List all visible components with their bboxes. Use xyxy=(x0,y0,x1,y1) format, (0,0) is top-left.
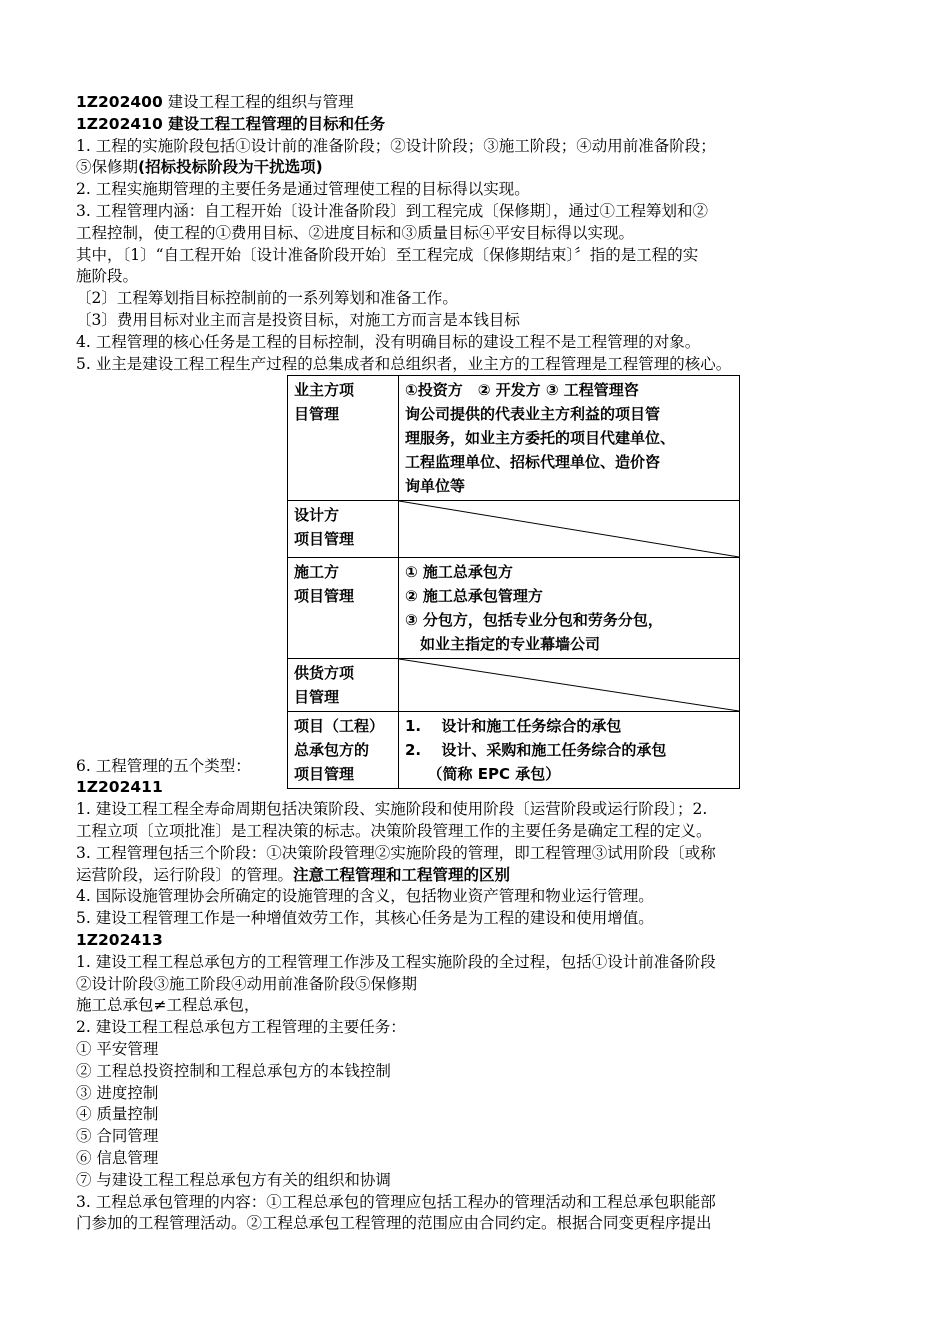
project-types-block xyxy=(76,375,876,784)
party-name-cell: 设计方 项目管理 xyxy=(288,501,399,558)
section-heading: 1Z202410 建设工程工程管理的目标和任务 xyxy=(76,114,386,133)
document-page xyxy=(76,92,876,1235)
chapter-code: 1Z202400 xyxy=(76,93,163,111)
table-row xyxy=(288,501,740,558)
diagonal-line xyxy=(399,659,739,711)
empty-diagonal-cell xyxy=(399,659,740,712)
party-desc-cell: ①投资方 ② 开发方 ③ 工程管理咨 询公司提供的代表业主方利益的项目管 理服务，如业主方委托的项目代建单位、 工程监理单位、招标代理单位、造价咨 询单位等 xyxy=(399,376,740,501)
paragraph-line: 其中，〔1〕“自工程开始〔设计准备阶段开始〕至工程完成〔保修期结束〕〞指的是工程的实 xyxy=(76,245,699,264)
paragraph-line: 1. 建设工程工程全寿命周期包括决策阶段、实施阶段和使用阶段〔运营阶段或运行阶段〕；2. xyxy=(76,800,708,819)
paragraph-line: 3. 工程总承包管理的内容：①工程总承包的管理应包括工程办的管理活动和工程总承包职能部 xyxy=(76,1192,716,1211)
chapter-heading xyxy=(76,92,876,114)
paragraph-line: 5. 建设工程管理工作是一种增值效劳工作，其核心任务是为工程的建设和使用增值。 xyxy=(76,909,654,928)
paragraph-line: ②设计阶段③施工阶段④动用前准备阶段⑤保修期 xyxy=(76,974,418,993)
chapter-title: 建设工程工程的组织与管理 xyxy=(162,93,354,111)
party-name-cell: 项目（工程） 总承包方的 项目管理 xyxy=(288,712,399,789)
table-row xyxy=(288,659,740,712)
table-caption: 6. 工程管理的五个类型： xyxy=(76,756,251,775)
paragraph-line: 施工总承包≠工程总承包， xyxy=(76,996,260,1015)
paragraph-line: 工程立项〔立项批准〕是工程决策的标志。决策阶段管理工作的主要任务是确定工程的定义。 xyxy=(76,821,712,840)
task-item: ⑥ 信息管理 xyxy=(76,1148,159,1167)
task-item: ② 工程总投资控制和工程总承包方的本钱控制 xyxy=(76,1061,391,1080)
bold-note: (招标投标阶段为干扰选项) xyxy=(138,158,323,177)
party-desc-cell: 1. 设计和施工任务综合的承包 2. 设计、采购和施工任务综合的承包 （简称 EPC 承包） xyxy=(399,712,740,789)
diagonal-line xyxy=(399,501,739,557)
section-code: 1Z202411 xyxy=(76,778,163,797)
task-item: ① 平安管理 xyxy=(76,1039,159,1058)
task-item: ③ 进度控制 xyxy=(76,1083,159,1102)
table-row xyxy=(288,376,740,501)
task-item: ④ 质量控制 xyxy=(76,1105,159,1124)
paragraph-line: 1. 工程的实施阶段包括①设计前的准备阶段；②设计阶段；③施工阶段；④动用前准备阶段； xyxy=(76,136,716,155)
paragraph-line: 2. 建设工程工程总承包方工程管理的主要任务： xyxy=(76,1018,406,1037)
table-row xyxy=(288,712,740,789)
empty-diagonal-cell xyxy=(399,501,740,558)
text-span: ⑤保修期 xyxy=(76,158,139,177)
paragraph-line: 〔3〕费用目标对业主而言是投资目标，对施工方而言是本钱目标 xyxy=(76,310,520,329)
paragraph-line: 工程控制，使工程的①费用目标、②进度目标和③质量目标④平安目标得以实现。 xyxy=(76,223,635,242)
paragraph-line: 〔2〕工程筹划指目标控制前的一系列筹划和准备工作。 xyxy=(76,289,458,308)
bold-note: 注意工程管理和工程管理的区别 xyxy=(293,865,511,884)
paragraph-line: 5. 业主是建设工程工程生产过程的总集成者和总组织者，业主方的工程管理是工程管理的核心。 xyxy=(76,354,732,373)
paragraph-line: 3. 工程管理内涵：自工程开始〔设计准备阶段〕到工程完成〔保修期〕，通过①工程筹划和② xyxy=(76,201,708,220)
paragraph-line: 施阶段。 xyxy=(76,267,139,286)
paragraph-line xyxy=(76,157,876,179)
party-name-cell: 施工方 项目管理 xyxy=(288,558,399,659)
party-name-cell: 供货方项 目管理 xyxy=(288,659,399,712)
text-span: 运营阶段，运行阶段〕的管理。 xyxy=(76,865,294,884)
task-item: ⑤ 合同管理 xyxy=(76,1127,159,1146)
project-types-table xyxy=(287,375,740,789)
paragraph-line: 3. 工程管理包括三个阶段：①决策阶段管理②实施阶段的管理，即工程管理③试用阶段〔或称 xyxy=(76,843,716,862)
paragraph-line: 2. 工程实施期管理的主要任务是通过管理使工程的目标得以实现。 xyxy=(76,180,530,199)
paragraph-line xyxy=(76,865,876,887)
section-code: 1Z202413 xyxy=(76,930,163,949)
party-desc-cell: ① 施工总承包方 ② 施工总承包管理方 ③ 分包方，包括专业分包和劳务分包， 如业主指定的专业幕墙公司 xyxy=(399,558,740,659)
table-row xyxy=(288,558,740,659)
paragraph-line: 4. 工程管理的核心任务是工程的目标控制，没有明确目标的建设工程不是工程管理的对象。 xyxy=(76,332,701,351)
task-item: ⑦ 与建设工程工程总承包方有关的组织和协调 xyxy=(76,1170,391,1189)
paragraph-line: 门参加的工程管理活动。②工程总承包工程管理的范围应由合同约定。根据合同变更程序提出 xyxy=(76,1214,712,1233)
paragraph-line: 1. 建设工程工程总承包方的工程管理工作涉及工程实施阶段的全过程，包括①设计前准备阶段 xyxy=(76,952,716,971)
party-name-cell: 业主方项 目管理 xyxy=(288,376,399,501)
paragraph-line: 4. 国际设施管理协会所确定的设施管理的含义，包括物业资产管理和物业运行管理。 xyxy=(76,887,654,906)
